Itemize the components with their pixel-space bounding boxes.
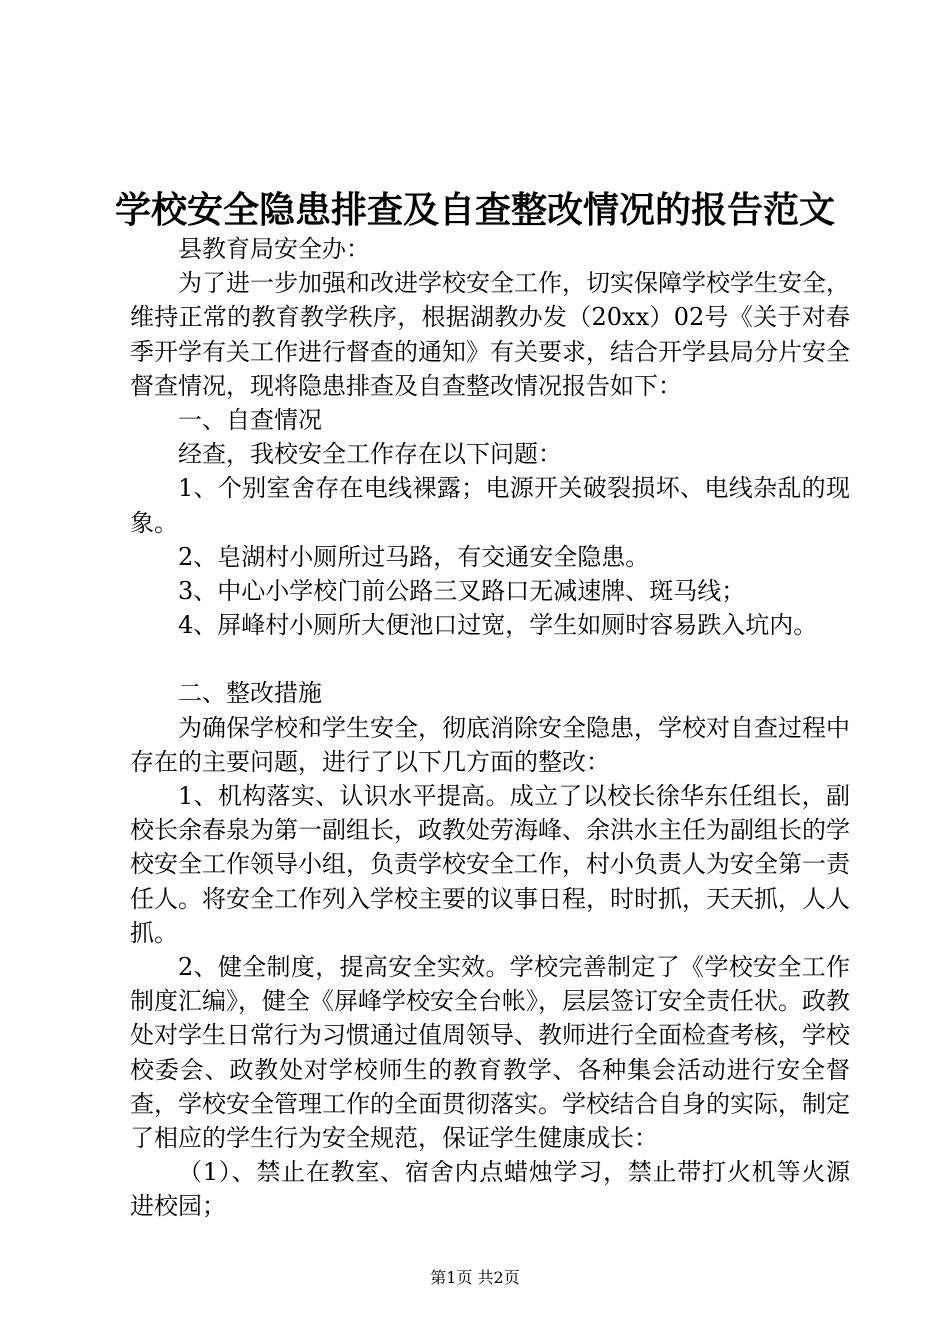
self-check-lead: 经查，我校安全工作存在以下问题： [178,440,562,469]
document-body [130,232,850,1224]
section-heading-measures: 二、整改措施 [178,679,322,708]
intro-paragraph: 为了进一步加强和改进学校安全工作，切实保障学校学生安全，维持正常的教育教学秩序，根据湖教办发（20xx）02号《关于对春季开学有关工作进行督查的通知》有关要求，结合开学县局分片安全督查情况，现将隐患排查及自查整改情况报告如下： [130,269,850,400]
rule-item-1: （1）、禁止在教室、宿舍内点蜡烛学习，禁止带打火机等火源进校园； [130,1158,850,1221]
measures-lead: 为确保学校和学生安全，彻底消除安全隐患，学校对自查过程中存在的主要问题，进行了以下几方面的整改： [130,713,850,776]
measure-item-1: 1、机构落实、认识水平提高。成立了以校长徐华东任组长，副校长余春泉为第一副组长，政教处劳海峰、余洪水主任为副组长的学校安全工作领导小组，负责学校安全工作，村小负责人为安全第一责任人。将安全工作列入学校主要的议事日程，时时抓，天天抓，人人抓。 [130,782,850,947]
issue-item-1: 1、个别室舍存在电线裸露；电源开关破裂损坏、电线杂乱的现象。 [130,474,850,537]
page-footer: 第1页 共2页 [430,1268,520,1287]
issue-item-4: 4、屏峰村小厕所大便池口过宽，学生如厕时容易跌入坑内。 [178,611,818,640]
section-heading-self-check: 一、自查情况 [178,406,322,435]
blank-line [130,642,850,676]
document-title: 学校安全隐患排查及自查整改情况的报告范文 [114,189,835,231]
salutation: 县教育局安全办： [178,235,370,263]
issue-item-2: 2、皂湖村小厕所过马路，有交通安全隐患。 [178,542,650,571]
issue-item-3: 3、中心小学校门前公路三叉路口无减速牌、斑马线； [178,577,746,606]
measure-item-2: 2、健全制度，提高安全实效。学校完善制定了《学校安全工作制度汇编》，健全《屏峰学校安全台帐》，层层签订安全责任状。政教处对学生日常行为习惯通过值周领导、教师进行全面检查考核，学校校委会、政教处对学校师生的教育教学、各种集会活动进行安全督查，学校安全管理工作的全面贯彻落实。学校结合自身的实际，制定了相应的学生行为安全规范，保证学生健康成长： [130,953,850,1153]
